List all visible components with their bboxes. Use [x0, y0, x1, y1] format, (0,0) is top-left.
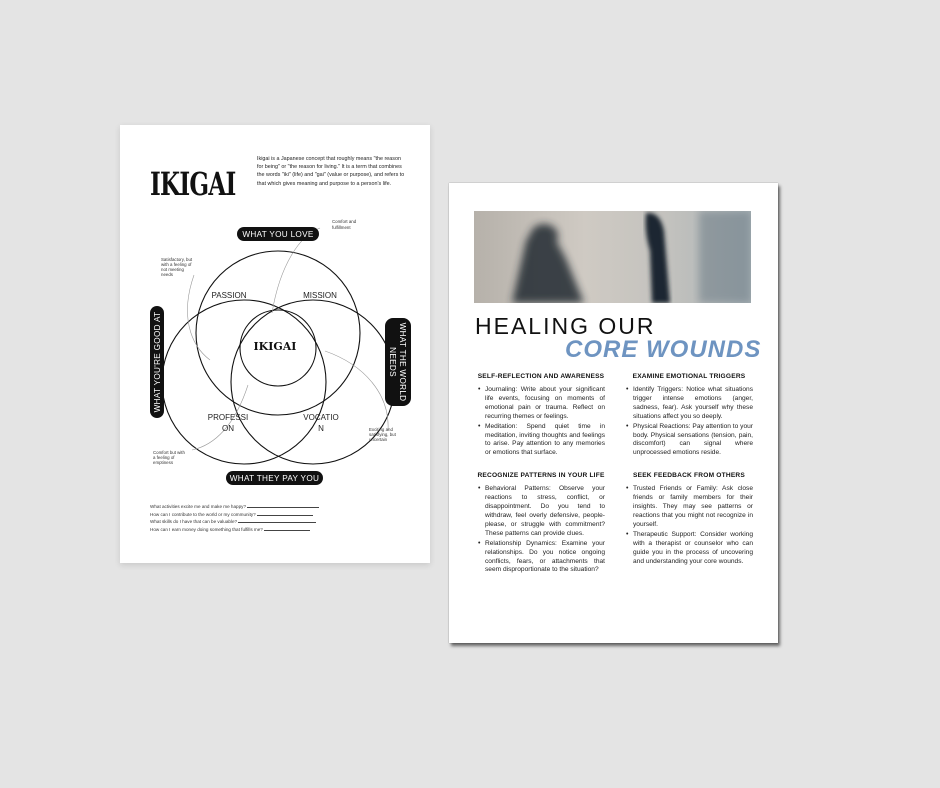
question-text: How can I earn money doing something that fulfills me? [150, 526, 263, 532]
note-exciting-3: uncertain [369, 437, 388, 442]
note-emptiness-1: Comfort but with [153, 450, 185, 455]
label-vocation-2: N [318, 424, 324, 433]
left-column [477, 373, 605, 585]
list-item: • Therapeutic Support: Consider working with a therapist or counselor who can guide you in the process of uncovering and understanding your core wounds. [633, 531, 753, 567]
answer-line [247, 503, 319, 508]
reflection-questions [150, 503, 390, 533]
pill-label-paid: WHAT THEY PAY YOU [229, 474, 320, 483]
pill-what-youre-good-at [150, 306, 164, 418]
note-comfort-2: fulfillment [332, 225, 351, 230]
list-item: • Trusted Friends or Family: Ask close friends or family members for their insights. They may see patterns or reactions that you might not recognize in yourself. [633, 485, 753, 530]
question-text: How can I contribute to the world or my community? [150, 511, 256, 517]
ikigai-title: IKIGAI [150, 165, 236, 203]
self-reflection-list [477, 386, 605, 458]
label-mission: MISSION [303, 291, 337, 300]
right-column [625, 373, 753, 576]
list-item: • Physical Reactions: Pay attention to your body. Physical sensations (tension, pain, discomfort) can signal where unprocessed emotions reside. [633, 423, 753, 459]
note-exciting-1: Exciting and [369, 427, 393, 432]
answer-line [264, 526, 310, 531]
answer-line [238, 518, 316, 523]
hero-photo [474, 211, 751, 303]
patterns-list [477, 485, 605, 575]
note-satisfactory-1: Satisfactory, but [161, 257, 193, 262]
note-exciting-2: satisfying, but [369, 432, 396, 437]
pill-label-world-1: WHAT THE WORLD [398, 322, 407, 402]
note-comfort-1: Comfort and [332, 219, 357, 224]
question-item [150, 511, 390, 519]
blurred-figures-image [474, 211, 751, 303]
note-satisfactory-2: with a feeling of [161, 262, 192, 267]
circle-what-youre-good-at [162, 300, 326, 464]
feedback-list [625, 485, 753, 566]
note-emptiness-3: emptiness [153, 460, 174, 465]
ikigai-intro-text: Ikigai is a Japanese concept that roughly means "the reason for being" or "the reason for living." It is a term that combines the words "iki" (life) and "gai" (value or purpose), and refers to that which gives meaning and purpose to a person's life. [257, 156, 405, 187]
note-satisfactory-4: needs [161, 272, 173, 277]
pill-label-love: WHAT YOU LOVE [242, 230, 314, 239]
list-item: • Behavioral Patterns: Observe your reactions to stress, conflict, or disappointment. Do you tend to withdraw, feel overly defensive, people-please, or struggle with commitment? These patterns can provide clues. [485, 485, 605, 538]
question-text: What skills do I have that can be valuable? [150, 519, 238, 525]
list-item: • Identify Triggers: Notice what situations trigger intense emotions (anger, sadness, fear). Ask yourself why these situations affect you so deeply. [633, 386, 753, 422]
heading-core-wounds: CORE WOUNDS [565, 336, 762, 363]
label-ikigai-center: IKIGAI [253, 340, 297, 353]
list-item: • Meditation: Spend quiet time in meditation, inviting thoughts and feelings to arise. Pay attention to any memories or emotions that surface. [485, 423, 605, 459]
pill-label-good-at: WHAT YOU'RE GOOD AT [153, 311, 162, 413]
note-emptiness-2: a feeling of [153, 455, 175, 460]
label-vocation-1: VOCATIO [303, 413, 339, 422]
ikigai-worksheet-page [120, 125, 430, 563]
section-title-triggers: EXAMINE EMOTIONAL TRIGGERS [632, 373, 746, 380]
section-title-patterns: RECOGNIZE PATTERNS IN YOUR LIFE [477, 472, 605, 480]
note-satisfactory-3: not meeting [161, 267, 184, 272]
label-passion: PASSION [211, 291, 247, 300]
label-profession-2: ON [222, 424, 234, 433]
section-title-self-reflection: SELF-REFLECTION AND AWARENESS [477, 373, 605, 380]
question-text: What activities excite me and make me happy? [150, 504, 247, 509]
ikigai-venn-diagram [120, 125, 430, 563]
note-arrow-satisfactory [187, 275, 210, 360]
label-profession-1: PROFESSI [207, 413, 249, 422]
question-item [150, 503, 390, 511]
healing-core-wounds-page [449, 183, 778, 643]
heading-healing-our: HEALING OUR [475, 313, 656, 339]
question-item [150, 518, 390, 526]
pill-what-the-world-needs [385, 318, 411, 406]
pill-what-you-love [237, 227, 319, 241]
list-item: • Relationship Dynamics: Examine your relationships. Do you notice ongoing conflicts, fears, or attachments that seem disproportionate to the situation? [485, 540, 605, 576]
pill-what-they-pay-you [226, 471, 323, 485]
answer-line [257, 511, 313, 516]
question-item [150, 526, 390, 534]
triggers-list [625, 386, 753, 458]
list-item: • Journaling: Write about your significant life events, focusing on moments of emotional pain or trauma. Reflect on recurring themes or feelings. [485, 386, 605, 422]
pill-label-world-2: NEEDS [388, 347, 397, 377]
circle-what-you-love [196, 251, 360, 415]
section-title-feedback: SEEK FEEDBACK FROM OTHERS [633, 472, 745, 480]
